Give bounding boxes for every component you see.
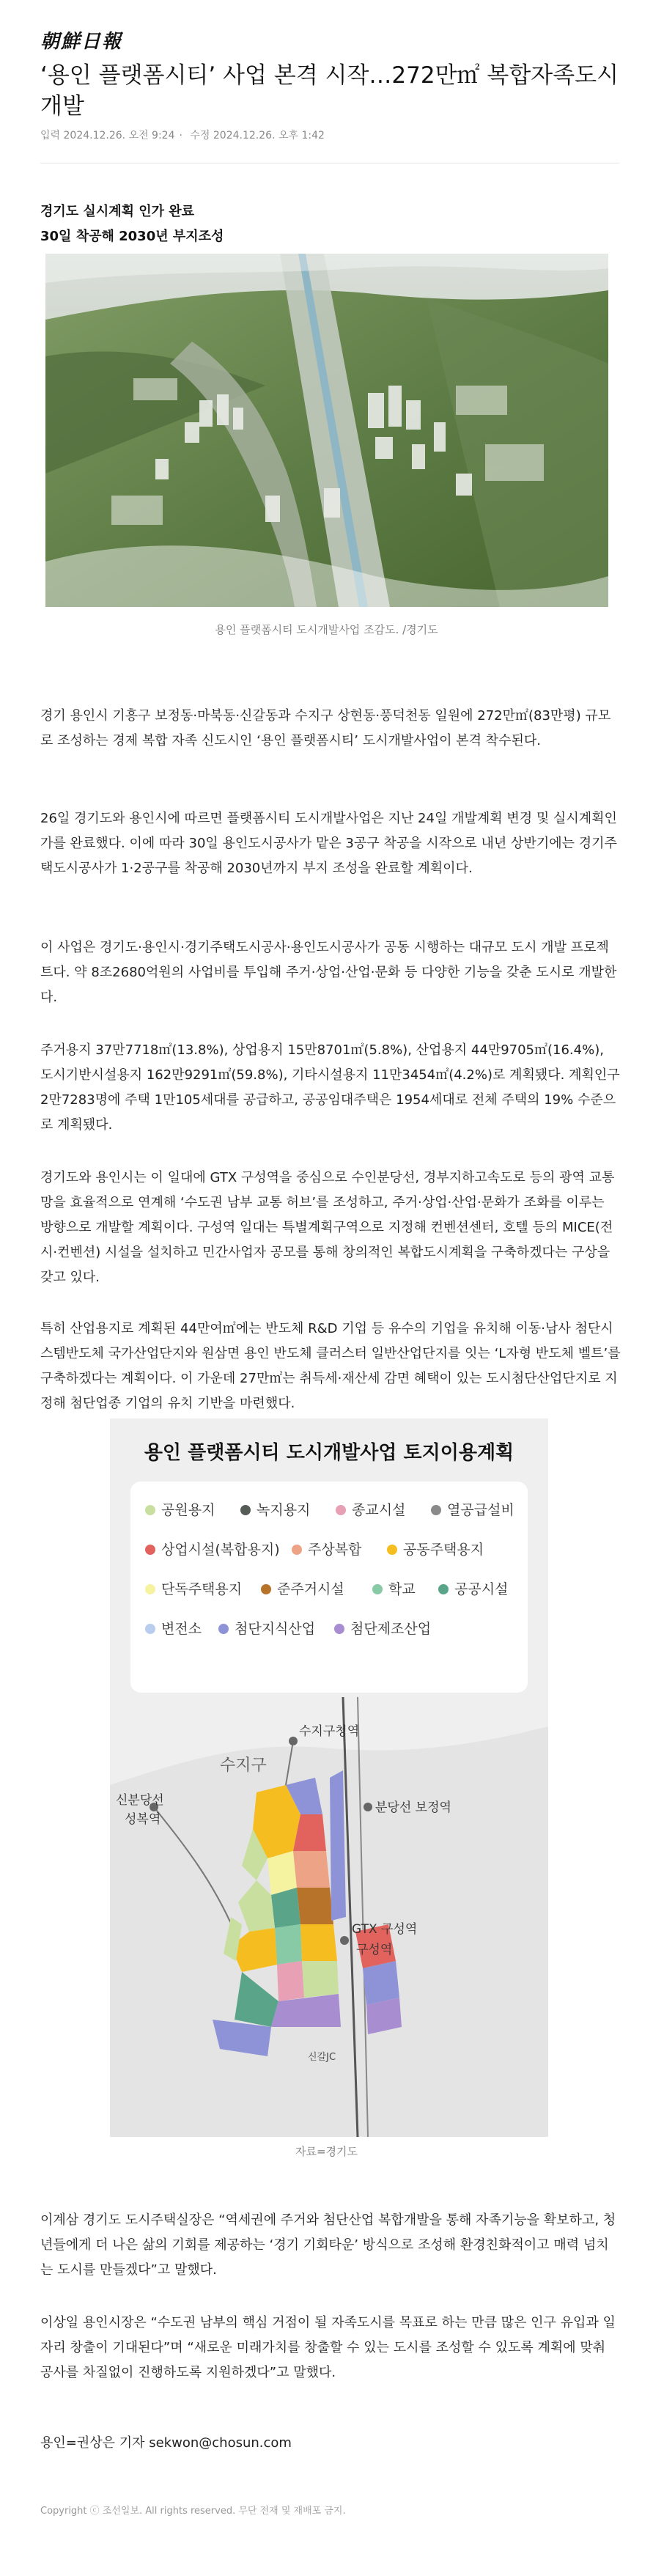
legend-item-substation: 변전소 — [145, 1618, 202, 1638]
legend-swatch — [438, 1584, 449, 1594]
newspaper-logo[interactable]: 朝鮮日報 — [40, 31, 123, 53]
article-paragraph-6: 특히 산업용지로 계획된 44만여㎡에는 반도체 R&D 기업 등 유수의 기업을 유치해 이동·남사 첨단시스템반도체 국가산업단지와 원삼면 용인 반도체 클러스터 일반산업단지를 잇는 ‘L자형 반도체 벨트’를 구축하겠다는 계획이다. 이 가운데 27만㎡는 취득세·재산세 감면 혜택이 있는 도시첨단산업단지로 지정해 첨단업종 기업의 유치 기반을 마련했다. — [40, 1321, 621, 1411]
legend-item-advanced-manufacturing: 첨단제조산업 — [334, 1618, 431, 1638]
subheadline — [40, 199, 224, 249]
legend-swatch — [261, 1584, 271, 1594]
subheadline-line-1: 경기도 실시계획 인가 완료 — [40, 204, 195, 219]
map-label-singal-jc: 신갈JC — [308, 2052, 336, 2063]
subheadline-line-2: 30일 착공해 2030년 부지조성 — [40, 229, 224, 244]
article-byline: 용인=권상은 기자 sekwon@chosun.com — [40, 2435, 292, 2451]
article-paragraph-4: 주거용지 37만7718㎡(13.8%), 상업용지 15만8701㎡(5.8%), 산업용지 44만9705㎡(16.4%), 도시기반시설용지 162만9291㎡(59.8%), 기타시설용지 11만3454㎡(4.2%)로 계획됐다. 계획인구 2만7283명에 주택 1만105세대를 공급하고, 공공임대주택은 1954세대로 전체 주택의 19% 수준으로 계획됐다. — [40, 1042, 620, 1133]
map-label-seongbok-station: 성복역 — [125, 1812, 161, 1827]
legend-item-religious: 종교시설 — [336, 1499, 405, 1519]
map-label-suji-station: 수지구청역 — [299, 1724, 360, 1739]
article-title: ‘용인 플랫폼시티’ 사업 본격 시작…272만㎡ 복합자족도시 개발 — [40, 62, 619, 119]
article-paragraph-2: 26일 경기도와 용인시에 따르면 플랫폼시티 도시개발사업은 지난 24일 개발계획 변경 및 실시계획인가를 완료했다. 이에 따라 30일 용인도시공사가 맡은 3공구 착공을 시작으로 내년 상반기에는 경기주택도시공사가 1·2공구를 착공해 2030년까지 부지 조성을 완료할 계획이다. — [40, 811, 617, 876]
legend-item-commercial: 상업시설(복합용지) — [145, 1539, 280, 1559]
legend-item-heat-supply: 열공급설비 — [431, 1499, 514, 1519]
legend-item-mixed-residential: 주상복합 — [292, 1539, 361, 1559]
article-paragraph-1: 경기 용인시 기흥구 보정동·마북동·신갈동과 수지구 상현동·풍덕천동 일원에 272만㎡(83만평) 규모로 조성하는 경제 복합 자족 신도시인 ‘용인 플랫폼시티’ 도시개발사업이 본격 착수된다. — [40, 708, 611, 748]
land-use-map — [110, 1697, 548, 2137]
land-use-legend — [130, 1482, 528, 1693]
bojeong-station-marker — [364, 1803, 372, 1811]
legend-swatch — [387, 1545, 397, 1555]
modified-time: 수정 2024.12.26. 오후 1:42 — [190, 130, 325, 141]
legend-item-public: 공공시설 — [438, 1578, 508, 1598]
legend-item-detached-house: 단독주택용지 — [145, 1578, 242, 1598]
published-time: 입력 2024.12.26. 오전 9:24 — [40, 130, 175, 141]
suji-station-marker — [289, 1737, 298, 1745]
legend-swatch — [336, 1505, 346, 1515]
legend-item-semi-residential: 준주거시설 — [261, 1578, 344, 1598]
article-paragraph-7: 이계삼 경기도 도시주택실장은 “역세권에 주거와 첨단산업 복합개발을 통해 자족기능을 확보하고, 청년들에게 더 나은 삶의 기회를 제공하는 ‘경기 기회타운’ 방식으로 조성해 환경친화적이고 매력 넘치는 도시를 만들겠다”고 말했다. — [40, 2212, 616, 2278]
legend-swatch — [292, 1545, 302, 1555]
legend-item-school: 학교 — [372, 1578, 416, 1598]
article-paragraph-5: 경기도와 용인시는 이 일대에 GTX 구성역을 중심으로 수인분당선, 경부지하고속도로 등의 광역 교통망을 효율적으로 연계해 ‘수도권 남부 교통 허브’를 조성하고, 주거·상업·산업·문화가 조화를 이루는 방향으로 개발할 계획이다. 구성역 일대는 특별계획구역으로 지정해 컨벤션센터, 호텔 등의 MICE(전시·컨벤션) 시설을 설치하고 민간사업자 공모를 통해 창의적인 복합도시계획을 구축하겠다는 구상을 갖고 있다. — [40, 1170, 615, 1285]
map-label-suji-gu: 수지구 — [220, 1756, 267, 1775]
legend-swatch — [145, 1505, 155, 1515]
legend-swatch — [145, 1624, 155, 1634]
legend-item-green: 녹지용지 — [240, 1499, 310, 1519]
legend-swatch — [218, 1624, 229, 1634]
legend-item-knowledge-industry: 첨단지식산업 — [218, 1618, 315, 1638]
map-label-gtx-station: GTX 구성역 — [352, 1922, 418, 1937]
article-paragraph-3: 이 사업은 경기도·용인시·경기주택도시공사·용인도시공사가 공동 시행하는 대규모 도시 개발 프로젝트다. 약 8조2680억원의 사업비를 투입해 주거·상업·산업·문화 등 다양한 기능을 갖춘 도시로 개발한다. — [40, 940, 617, 1005]
copyright-notice: Copyright ⓒ 조선일보. All rights reserved. 무단 전재 및 재배포 금지. — [40, 2506, 346, 2517]
legend-item-apartment: 공동주택용지 — [387, 1539, 484, 1559]
legend-swatch — [240, 1505, 251, 1515]
legend-swatch — [372, 1584, 383, 1594]
map-caption: 자료=경기도 — [295, 2145, 358, 2158]
meta-separator: · — [179, 130, 182, 141]
article-paragraph-8: 이상일 용인시장은 “수도권 남부의 핵심 거점이 될 자족도시를 목표로 하는 만큼 많은 인구 유입과 일자리 창출이 기대된다”며 “새로운 미래가치를 창출할 수 있는 도시를 조성할 수 있도록 계획에 맞춰 공사를 차질없이 진행하도록 지원하겠다”고 말했다. — [40, 2315, 616, 2380]
land-use-map-title: 용인 플랫폼시티 도시개발사업 토지이용계획 — [144, 1442, 514, 1464]
legend-swatch — [431, 1505, 441, 1515]
article-meta — [40, 128, 329, 142]
legend-swatch — [334, 1624, 344, 1634]
guseong-station-marker — [340, 1936, 349, 1945]
map-label-guseong-station: 구성역 — [356, 1943, 393, 1957]
aerial-rendering-illustration — [45, 254, 608, 607]
legend-item-park: 공원용지 — [145, 1499, 215, 1519]
map-label-sinbundang-line: 신분당선 — [116, 1793, 164, 1808]
map-label-bundang-line: 분당선 보정역 — [375, 1800, 451, 1815]
photo-caption: 용인 플랫폼시티 도시개발사업 조감도. /경기도 — [215, 623, 438, 636]
legend-swatch — [145, 1584, 155, 1594]
aerial-rendering-photo — [45, 254, 608, 607]
land-use-map-figure — [110, 1418, 548, 2137]
legend-swatch — [145, 1545, 155, 1555]
